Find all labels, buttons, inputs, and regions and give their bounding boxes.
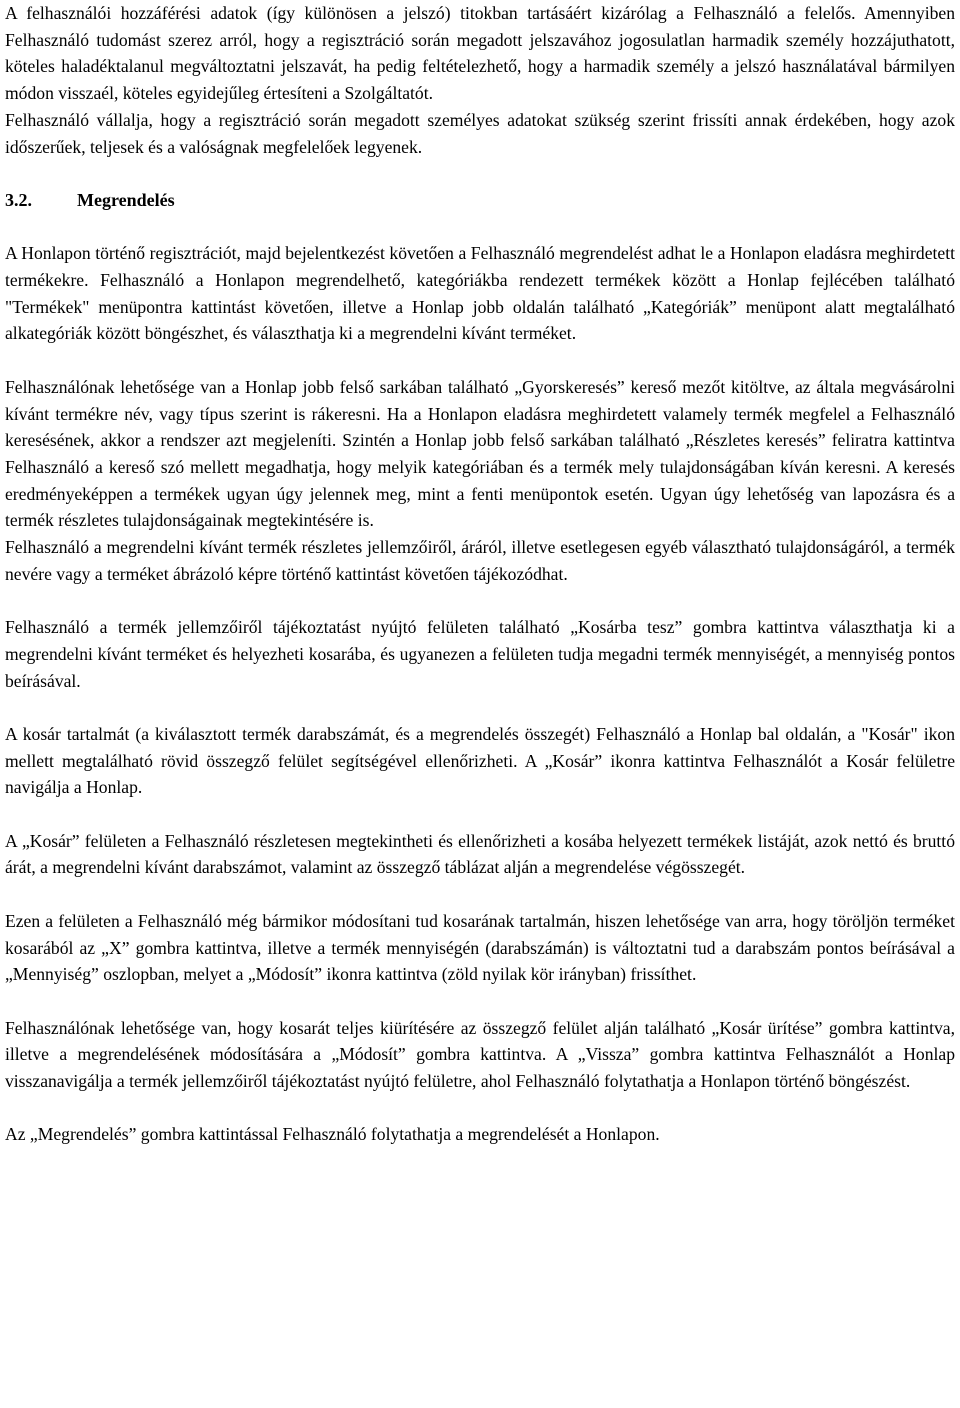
spacer <box>5 988 955 1015</box>
spacer <box>5 160 955 187</box>
section-number: 3.2. <box>5 189 32 210</box>
paragraph-add-to-cart: Felhasználó a termék jellemzőiről tájékoztatást nyújtó felületen található „Kosárba tesz” gombra kattintva választhatja ki a megrendelni kívánt terméket és helyezheti kosarába, és ugyanezen a felületen tudja megadni termék mennyiségét, a mennyiség pontos beírásával. <box>5 617 955 691</box>
spacer <box>5 801 955 828</box>
paragraph-cart-summary: A kosár tartalmát (a kiválasztott termék darabszámát, és a megrendelés összegét) Felhasználó a Honlap bal oldalán, a "Kosár" ikon mellett megtalálható rövid összegző felület segítségével ellenőrizheti. A „Kosár” ikonra kattintva Felhasználót a Kosár felületre navigálja a Honlap. <box>5 723 955 798</box>
intro-paragraph-2: Felhasználó vállalja, hogy a regisztráció során megadott személyes adatokat szükség szerint frissíti annak érdekében, hogy azok időszerűek, teljesek és a valóságnak megfelelőek legyenek. <box>5 109 955 157</box>
paragraph-cart-modify: Ezen a felületen a Felhasználó még bármikor módosítani tud kosarának tartalmán, hiszen lehetősége van arra, hogy töröljön terméket kosarából az „X” gombra kattintva, illetve a termék mennyiségén (darabszámán) is változtatni tud a darabszám pontos beírásával a „Mennyiség” oszlopban, melyet a „Módosít” ikonra kattintva (zöld nyilak kör irányban) frissíthet. <box>5 910 955 985</box>
spacer <box>5 881 955 908</box>
paragraph-order-continue: Az „Megrendelés” gombra kattintással Felhasználó folytathatja a megrendelését a Honlapon. <box>5 1124 660 1145</box>
paragraph-cart-view: A „Kosár” felületen a Felhasználó részletesen megtekintheti és ellenőrizheti a kosába helyezett termékek listáját, azok nettó és bruttó árát, a megrendelni kívánt darabszámot, valamint az összegző táblázat alján a megrendelése végösszegét. <box>5 830 955 878</box>
paragraph-ordering: A Honlapon történő regisztrációt, majd bejelentkezést követően a Felhasználó megrendelést adhat le a Honlapon eladásra meghirdetett termékekre. Felhasználó a Honlapon megrendelhető, kategóriákba rendezett termékek között a Honlap fejlécében található "Termékek" menüpontra kattintást követően, illetve a Honlap jobb oldalán található „Kategóriák” menüpont alatt megtalálható alkategóriák között böngészhet, és választhatja ki a megrendelni kívánt terméket. <box>5 243 955 344</box>
spacer <box>5 347 955 374</box>
spacer <box>5 214 955 241</box>
spacer <box>5 587 955 614</box>
document-page <box>5 0 955 1148</box>
intro-paragraph-1: A felhasználói hozzáférési adatok (így különösen a jelszó) titokban tartásáért kizárólag a Felhasználó a felelős. Amennyiben Felhasználó tudomást szerez arról, hogy a regisztráció során megadott jelszavához jogosulatlan harmadik személy hozzájuthatott, köteles haladéktalanul megváltoztatni jelszavát, ha pedig feltételezhető, hogy a harmadik személy a jelszó használatával bármilyen módon visszaél, köteles egyidejűleg értesíteni a Szolgáltatót. <box>5 3 955 104</box>
paragraph-search: Felhasználónak lehetősége van a Honlap jobb felső sarkában található „Gyorskeresés” kereső mezőt kitöltve, az általa megvásárolni kívánt termékre név, vagy típus szerint is rákeresni. Ha a Honlapon eladásra meghirdetett valamely termék megfelel a Felhasználó keresésének, akkor a rendszer azt megjeleníti. Szintén a Honlap jobb felső sarkában található „Részletes keresés” feliratra kattintva Felhasználó a kereső szó mellett megadhatja, hogy melyik kategóriában és a termék mely tulajdonságában kíván keresni. A keresés eredményeképpen a termékek ugyan úgy jelennek meg, mint a fenti menüpontok esetén. Ugyan úgy lehetőség van lapozásra és a termék részletes tulajdonságainak megtekintésére is. <box>5 376 955 531</box>
paragraph-product-details: Felhasználó a megrendelni kívánt termék részletes jellemzőiről, áráról, illetve esetlegesen egyéb választható tulajdonságáról, a termék nevére vagy a terméket ábrázoló képre történő kattintást követően tájékozódhat. <box>5 537 955 584</box>
spacer <box>5 1095 955 1122</box>
section-title: Megrendelés <box>77 189 175 210</box>
spacer <box>5 694 955 721</box>
paragraph-cart-empty: Felhasználónak lehetősége van, hogy kosarát teljes kiürítésére az összegző felület alján található „Kosár ürítése” gombra kattintva, illetve a megrendelésének módosítására a „Módosít” gombra kattintva. A „Vissza” gombra kattintva Felhasználót a Honlap visszanavigálja a termék jellemzőiről tájékoztatást nyújtó felületre, ahol Felhasználó folytathatja a Honlapon történő böngészést. <box>5 1017 955 1091</box>
section-heading <box>5 187 955 214</box>
